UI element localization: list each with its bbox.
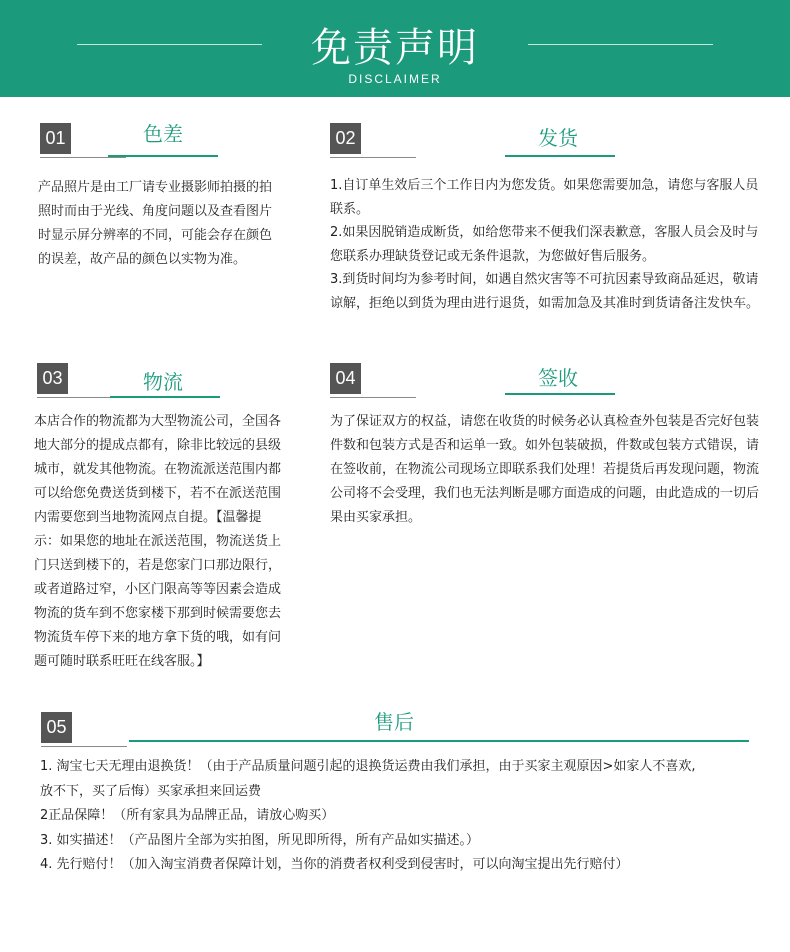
section-body-color: 产品照片是由工厂请专业摄影师拍摄的拍照时而由于光线、角度问题以及查看图片时显示屏分辨率的不同，可能会存在颜色的误差，故产品的颜色以实物为准。 xyxy=(38,180,273,267)
page-subtitle: DISCLAIMER xyxy=(348,72,442,86)
section-number-rule xyxy=(40,157,126,158)
shipping-paragraph-2: 2.如果因脱销造成断货，如给您带来不便我们深表歉意，客服人员会及时与您联系办理缺货登记或无条件退款，为您做好售后服务。 xyxy=(330,225,759,264)
shipping-paragraph-3: 3.到货时间均为参考时间，如遇自然灾害等不可抗因素导致商品延迟，敬请谅解，拒绝以到货为理由进行退货，如需加急及其准时到货请备注发快车。 xyxy=(330,272,760,311)
after-sales-line-3: 2正品保障！（所有家具为品牌正品，请放心购买） xyxy=(40,808,335,823)
section-body-receipt: 为了保证双方的权益，请您在收货的时候务必认真检查外包装是否完好包装件数和包装方式是否和运单一致。如外包装破损，件数或包装方式错误，请在签收前，在物流公司现场立即联系我们处理！若提货后再发现问题，物流公司将不会受理，我们也无法判断是哪方面造成的问题，由此造成的一切后果由买家承担。 xyxy=(330,414,760,525)
section-title-shipping: 发货 xyxy=(538,126,578,150)
section-number-01: 01 xyxy=(40,123,71,154)
after-sales-line-1: 1. 淘宝七天无理由退换货！（由于产品质量问题引起的退换货运费由我们承担，由于买家主观原因>如家人不喜欢, xyxy=(40,759,696,774)
section-number-rule xyxy=(41,746,127,747)
section-title-underline xyxy=(129,740,749,742)
section-number-05: 05 xyxy=(41,712,72,743)
section-title-color: 色差 xyxy=(143,122,183,146)
header-banner xyxy=(0,0,790,97)
section-number-04: 04 xyxy=(330,363,361,394)
after-sales-line-2: 放不下，买了后悔）买家承担来回运费 xyxy=(40,783,262,799)
section-title-underline xyxy=(505,155,615,157)
section-title-underline xyxy=(108,155,218,157)
section-body-after-sales xyxy=(40,755,770,878)
shipping-paragraph-1: 1.自订单生效后三个工作日内为您发货。如果您需要加急，请您与客服人员联系。 xyxy=(330,178,759,217)
page-title: 免责声明 xyxy=(311,25,479,71)
section-title-after-sales: 售后 xyxy=(374,710,414,734)
section-number-03: 03 xyxy=(37,363,68,394)
after-sales-line-4: 3. 如实描述！（产品图片全部为实拍图，所见即所得，所有产品如实描述。） xyxy=(40,832,480,848)
section-number-rule xyxy=(330,397,416,398)
section-number-rule xyxy=(330,157,416,158)
section-title-logistics: 物流 xyxy=(143,370,183,394)
section-title-underline xyxy=(110,396,220,398)
section-number-02: 02 xyxy=(330,123,361,154)
section-body-logistics: 本店合作的物流都为大型物流公司，全国各地大部分的提成点都有，除非比较远的县级城市，就发其他物流。在物流派送范围内都可以给您免费送货到楼下，若不在派送范围内需要您到当地物流网点自提。【温馨提示：如果您的地址在派送范围，物流送货上门只送到楼下的，若是您家门口那边限行，或者道路过窄，小区门限高等等因素会造成物流的货车到不您家楼下那到时候需要您去物流货车停下来的地方拿下货的哦，如有问题可随时联系旺旺在线客服。】 xyxy=(34,414,282,669)
section-title-receipt: 签收 xyxy=(538,366,578,390)
section-title-underline xyxy=(505,393,615,395)
after-sales-line-5: 4. 先行赔付！（加入淘宝消费者保障计划，当你的消费者权利受到侵害时，可以向淘宝提出先行赔付） xyxy=(40,857,629,872)
section-body-shipping xyxy=(330,174,762,315)
